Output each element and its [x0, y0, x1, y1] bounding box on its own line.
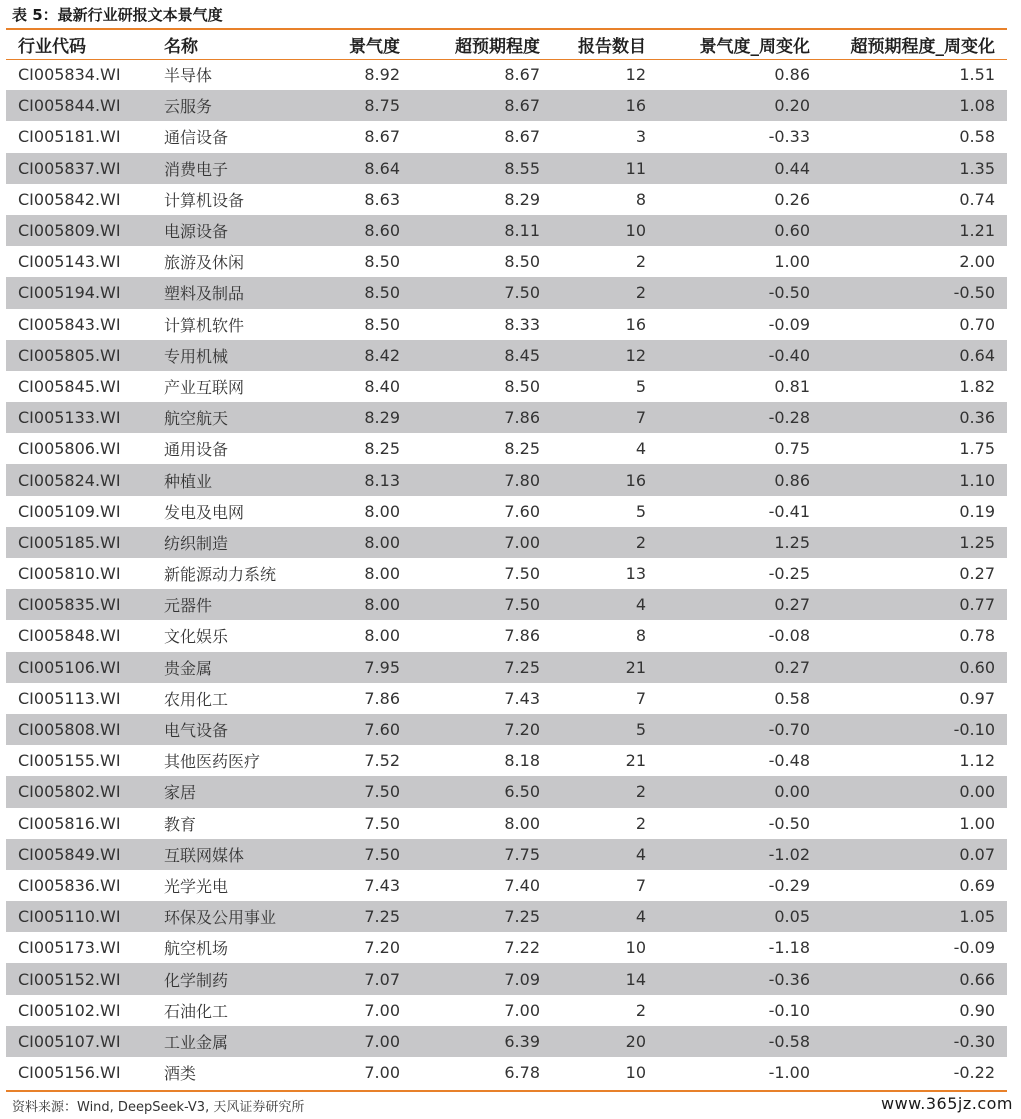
cell-code: CI005837.WI	[6, 153, 152, 184]
cell-sentiment: 8.00	[312, 589, 412, 620]
cell-surprise: 7.60	[504, 501, 540, 521]
cell-name: 家居	[152, 776, 312, 807]
cell-name: 计算机软件	[164, 315, 245, 335]
cell-sentiment: 8.50	[312, 277, 412, 308]
cell-report-count: 2	[635, 813, 646, 833]
cell-report-count: 7	[552, 402, 658, 433]
cell-surprise-change: 1.51	[959, 65, 995, 85]
cell-surprise: 7.25	[412, 901, 552, 932]
table-row	[6, 496, 1007, 527]
cell-surprise: 7.50	[412, 277, 552, 308]
table-row	[6, 995, 1007, 1026]
cell-surprise: 8.45	[412, 340, 552, 371]
cell-sentiment: 7.00	[364, 1063, 400, 1083]
table-row	[6, 870, 1007, 901]
cell-surprise-change: -0.09	[953, 938, 995, 958]
table-row	[6, 215, 1007, 246]
cell-code: CI005834.WI	[18, 65, 121, 85]
cell-surprise: 7.86	[412, 402, 552, 433]
table-row	[6, 558, 1007, 589]
table-row	[6, 340, 1007, 371]
cell-sentiment-change: -0.41	[768, 501, 810, 521]
cell-sentiment-change: -0.09	[768, 314, 810, 334]
cell-surprise-change: 1.21	[822, 215, 1007, 246]
cell-sentiment-change: -0.33	[768, 127, 810, 147]
cell-surprise-change: 0.07	[822, 839, 1007, 870]
cell-sentiment: 8.29	[312, 402, 412, 433]
cell-report-count: 2	[552, 527, 658, 558]
cell-surprise: 7.80	[412, 464, 552, 495]
cell-surprise: 8.33	[504, 314, 540, 334]
cell-report-count: 20	[552, 1026, 658, 1057]
cell-name: 化学制药	[152, 963, 312, 994]
table-row	[6, 652, 1007, 683]
cell-sentiment: 8.64	[312, 153, 412, 184]
cell-surprise: 7.22	[504, 938, 540, 958]
table-row	[6, 839, 1007, 870]
table-row	[6, 59, 1007, 90]
cell-report-count: 2	[552, 776, 658, 807]
cell-code: CI005102.WI	[18, 1000, 121, 1020]
table-row	[6, 184, 1007, 215]
cell-surprise-change: 1.08	[822, 90, 1007, 121]
cell-sentiment: 8.42	[312, 340, 412, 371]
cell-name: 通信设备	[164, 128, 229, 148]
cell-sentiment-change: -1.00	[768, 1063, 810, 1083]
cell-report-count: 4	[552, 839, 658, 870]
cell-surprise: 8.29	[504, 189, 540, 209]
cell-surprise-change: 0.77	[822, 589, 1007, 620]
cell-sentiment: 7.00	[364, 1000, 400, 1020]
cell-sentiment-change: -0.50	[658, 277, 822, 308]
cell-surprise-change: 1.82	[959, 376, 995, 396]
cell-name: 通用设备	[164, 440, 229, 460]
cell-report-count: 7	[635, 688, 646, 708]
table-row	[6, 745, 1007, 776]
cell-report-count: 12	[625, 65, 646, 85]
cell-surprise-change: 1.25	[822, 527, 1007, 558]
table-row	[6, 402, 1007, 433]
cell-sentiment: 7.60	[312, 714, 412, 745]
cell-name: 其他医药医疗	[164, 752, 261, 772]
cell-report-count: 10	[625, 938, 646, 958]
cell-report-count: 4	[635, 439, 646, 459]
table-row	[6, 153, 1007, 184]
col-header-sentiment-change: 景气度_周变化	[699, 37, 810, 57]
cell-surprise-change: 1.12	[959, 751, 995, 771]
cell-code: CI005802.WI	[6, 776, 152, 807]
cell-report-count: 7	[635, 875, 646, 895]
table-row	[6, 1057, 1007, 1088]
cell-surprise-change: 1.00	[959, 813, 995, 833]
cell-sentiment: 7.50	[364, 813, 400, 833]
cell-surprise-change: -0.50	[822, 277, 1007, 308]
cell-surprise: 8.00	[504, 813, 540, 833]
cell-surprise-change: 2.00	[959, 252, 995, 272]
table-row	[6, 90, 1007, 121]
cell-sentiment: 7.86	[364, 688, 400, 708]
cell-sentiment-change: -1.18	[768, 938, 810, 958]
cell-name: 酒类	[164, 1064, 197, 1084]
cell-sentiment-change: -0.36	[658, 963, 822, 994]
cell-sentiment: 8.92	[364, 65, 400, 85]
cell-code: CI005133.WI	[6, 402, 152, 433]
cell-name: 教育	[164, 814, 197, 834]
cell-name: 发电及电网	[164, 502, 245, 522]
cell-name: 半导体	[164, 66, 213, 86]
table-row	[6, 277, 1007, 308]
cell-report-count: 8	[635, 189, 646, 209]
cell-report-count: 16	[625, 314, 646, 334]
cell-sentiment-change: -0.25	[768, 564, 810, 584]
cell-sentiment: 7.95	[312, 652, 412, 683]
cell-name: 旅游及休闲	[164, 253, 245, 273]
table-row	[6, 121, 1007, 152]
cell-sentiment-change: 0.20	[658, 90, 822, 121]
cell-surprise-change: 0.27	[959, 564, 995, 584]
cell-code: CI005836.WI	[18, 875, 121, 895]
cell-surprise-change: 1.10	[822, 464, 1007, 495]
table-row	[6, 309, 1007, 340]
table-row	[6, 433, 1007, 464]
cell-sentiment: 7.50	[312, 776, 412, 807]
table-row	[6, 901, 1007, 932]
cell-code: CI005106.WI	[6, 652, 152, 683]
cell-sentiment-change: 0.27	[658, 652, 822, 683]
cell-name: 农用化工	[164, 689, 229, 709]
cell-code: CI005835.WI	[6, 589, 152, 620]
table-row	[6, 808, 1007, 839]
cell-report-count: 21	[625, 751, 646, 771]
cell-code: CI005143.WI	[18, 252, 121, 272]
cell-code: CI005808.WI	[6, 714, 152, 745]
cell-name: 航空机场	[164, 939, 229, 959]
cell-code: CI005842.WI	[18, 189, 121, 209]
cell-sentiment: 8.00	[364, 501, 400, 521]
cell-sentiment: 8.50	[364, 252, 400, 272]
col-header-code: 行业代码	[18, 37, 86, 57]
table-row	[6, 963, 1007, 994]
cell-surprise: 8.11	[412, 215, 552, 246]
cell-surprise-change: 0.60	[822, 652, 1007, 683]
cell-sentiment-change: 0.05	[658, 901, 822, 932]
cell-code: CI005824.WI	[6, 464, 152, 495]
cell-surprise-change: 1.05	[822, 901, 1007, 932]
cell-sentiment: 8.13	[312, 464, 412, 495]
cell-surprise-change: 0.64	[822, 340, 1007, 371]
table-row	[6, 371, 1007, 402]
cell-name: 计算机设备	[164, 190, 245, 210]
cell-sentiment: 7.52	[364, 751, 400, 771]
cell-sentiment-change: -0.40	[658, 340, 822, 371]
cell-code: CI005152.WI	[6, 963, 152, 994]
cell-report-count: 10	[625, 1063, 646, 1083]
cell-sentiment-change: -0.70	[658, 714, 822, 745]
cell-sentiment-change: -0.48	[768, 751, 810, 771]
cell-code: CI005156.WI	[18, 1063, 121, 1083]
cell-code: CI005155.WI	[18, 751, 121, 771]
cell-surprise: 6.50	[412, 776, 552, 807]
cell-code: CI005845.WI	[18, 376, 121, 396]
watermark: www.365jz.com	[880, 1094, 1013, 1113]
cell-sentiment-change: -1.02	[658, 839, 822, 870]
cell-code: CI005173.WI	[18, 938, 121, 958]
cell-surprise: 7.86	[504, 626, 540, 646]
cell-name: 文化娱乐	[164, 627, 229, 647]
cell-surprise: 8.18	[504, 751, 540, 771]
header-row	[6, 30, 1007, 59]
cell-sentiment-change: -0.29	[768, 875, 810, 895]
cell-sentiment-change: 0.44	[658, 153, 822, 184]
cell-surprise-change: -0.30	[822, 1026, 1007, 1057]
table-row	[6, 714, 1007, 745]
cell-sentiment: 8.00	[312, 527, 412, 558]
cell-name: 新能源动力系统	[164, 565, 277, 585]
cell-report-count: 16	[552, 90, 658, 121]
cell-report-count: 2	[635, 252, 646, 272]
cell-code: CI005816.WI	[18, 813, 121, 833]
col-header-name: 名称	[164, 37, 198, 57]
cell-surprise-change: 1.35	[822, 153, 1007, 184]
cell-surprise-change: 0.69	[959, 875, 995, 895]
cell-surprise: 7.43	[504, 688, 540, 708]
cell-sentiment-change: -0.50	[768, 813, 810, 833]
source-note: 资料来源：Wind, DeepSeek-V3, 天风证券研究所	[12, 1100, 305, 1115]
table-row	[6, 620, 1007, 651]
cell-sentiment-change: 0.86	[774, 65, 810, 85]
industry-table	[6, 30, 1007, 1088]
cell-code: CI005113.WI	[18, 688, 121, 708]
cell-sentiment-change: 0.86	[658, 464, 822, 495]
cell-name: 光学光电	[164, 876, 229, 896]
table-row	[6, 932, 1007, 963]
cell-sentiment-change: -0.10	[768, 1000, 810, 1020]
cell-surprise: 8.67	[412, 90, 552, 121]
cell-sentiment-change: 0.81	[774, 376, 810, 396]
cell-sentiment-change: 1.00	[774, 252, 810, 272]
cell-sentiment: 7.43	[364, 875, 400, 895]
cell-name: 航空航天	[152, 402, 312, 433]
cell-code: CI005806.WI	[18, 439, 121, 459]
table-row	[6, 683, 1007, 714]
cell-sentiment-change: -0.08	[768, 626, 810, 646]
cell-report-count: 2	[552, 277, 658, 308]
cell-surprise-change: 0.90	[959, 1000, 995, 1020]
cell-surprise: 7.25	[412, 652, 552, 683]
cell-surprise-change: 0.36	[822, 402, 1007, 433]
col-header-report-count: 报告数目	[578, 37, 646, 57]
cell-code: CI005181.WI	[18, 127, 121, 147]
cell-sentiment-change: 0.75	[774, 439, 810, 459]
cell-name: 云服务	[152, 90, 312, 121]
table-row	[6, 1026, 1007, 1057]
cell-sentiment: 7.50	[312, 839, 412, 870]
cell-report-count: 3	[635, 127, 646, 147]
cell-report-count: 4	[552, 589, 658, 620]
cell-report-count: 5	[635, 376, 646, 396]
cell-surprise-change: 0.78	[959, 626, 995, 646]
cell-surprise: 7.09	[412, 963, 552, 994]
cell-code: CI005194.WI	[6, 277, 152, 308]
cell-sentiment-change: -0.28	[658, 402, 822, 433]
cell-name: 电气设备	[152, 714, 312, 745]
cell-report-count: 4	[552, 901, 658, 932]
cell-name: 互联网媒体	[152, 839, 312, 870]
cell-code: CI005844.WI	[6, 90, 152, 121]
cell-report-count: 10	[552, 215, 658, 246]
cell-surprise: 8.50	[504, 252, 540, 272]
cell-code: CI005185.WI	[6, 527, 152, 558]
cell-name: 元器件	[152, 589, 312, 620]
col-header-sentiment: 景气度	[349, 37, 400, 57]
cell-code: CI005109.WI	[18, 501, 121, 521]
cell-surprise: 7.00	[504, 1000, 540, 1020]
cell-report-count: 13	[625, 564, 646, 584]
cell-report-count: 8	[635, 626, 646, 646]
table-row	[6, 776, 1007, 807]
cell-surprise-change: 1.75	[959, 439, 995, 459]
cell-sentiment-change: -0.58	[658, 1026, 822, 1057]
cell-report-count: 12	[552, 340, 658, 371]
cell-sentiment: 7.20	[364, 938, 400, 958]
cell-sentiment: 8.67	[364, 127, 400, 147]
cell-sentiment: 7.25	[312, 901, 412, 932]
cell-code: CI005849.WI	[6, 839, 152, 870]
cell-surprise: 8.25	[504, 439, 540, 459]
cell-surprise: 7.20	[412, 714, 552, 745]
cell-report-count: 16	[552, 464, 658, 495]
cell-surprise-change: 0.97	[959, 688, 995, 708]
cell-sentiment-change: 0.26	[774, 189, 810, 209]
cell-sentiment: 8.00	[364, 626, 400, 646]
cell-sentiment: 8.00	[364, 564, 400, 584]
cell-surprise: 7.75	[412, 839, 552, 870]
cell-report-count: 5	[635, 501, 646, 521]
cell-name: 纺织制造	[152, 527, 312, 558]
cell-surprise-change: 0.66	[822, 963, 1007, 994]
cell-name: 环保及公用事业	[152, 901, 312, 932]
cell-surprise: 7.40	[504, 875, 540, 895]
cell-name: 专用机械	[152, 340, 312, 371]
cell-code: CI005805.WI	[6, 340, 152, 371]
cell-report-count: 21	[552, 652, 658, 683]
cell-sentiment: 8.40	[364, 376, 400, 396]
cell-report-count: 2	[635, 1000, 646, 1020]
cell-sentiment: 8.25	[364, 439, 400, 459]
col-header-surprise: 超预期程度	[455, 37, 540, 57]
bottom-rule	[6, 1090, 1007, 1092]
cell-sentiment-change: 0.58	[774, 688, 810, 708]
cell-surprise-change: 0.19	[959, 501, 995, 521]
table-row	[6, 464, 1007, 495]
table-row	[6, 589, 1007, 620]
cell-code: CI005810.WI	[18, 564, 121, 584]
cell-code: CI005809.WI	[6, 215, 152, 246]
cell-code: CI005848.WI	[18, 626, 121, 646]
col-header-surprise-change: 超预期程度_周变化	[850, 37, 995, 57]
table-row	[6, 527, 1007, 558]
cell-report-count: 5	[552, 714, 658, 745]
cell-name: 工业金属	[152, 1026, 312, 1057]
cell-name: 贵金属	[152, 652, 312, 683]
table-row	[6, 246, 1007, 277]
cell-name: 石油化工	[164, 1001, 229, 1021]
cell-surprise-change: 0.74	[959, 189, 995, 209]
cell-code: CI005843.WI	[18, 314, 121, 334]
cell-surprise: 6.78	[504, 1063, 540, 1083]
cell-surprise: 7.50	[412, 589, 552, 620]
cell-surprise: 8.67	[504, 65, 540, 85]
cell-surprise: 8.67	[504, 127, 540, 147]
cell-sentiment-change: 1.25	[658, 527, 822, 558]
cell-code: CI005107.WI	[6, 1026, 152, 1057]
cell-name: 塑料及制品	[152, 277, 312, 308]
cell-sentiment-change: 0.00	[658, 776, 822, 807]
cell-surprise: 7.50	[504, 564, 540, 584]
cell-surprise: 7.00	[412, 527, 552, 558]
table-title: 表 5：最新行业研报文本景气度	[12, 6, 223, 24]
cell-sentiment-change: 0.27	[658, 589, 822, 620]
cell-name: 电源设备	[152, 215, 312, 246]
cell-sentiment: 8.63	[364, 189, 400, 209]
cell-sentiment: 7.00	[312, 1026, 412, 1057]
cell-surprise: 8.55	[412, 153, 552, 184]
cell-sentiment: 8.50	[364, 314, 400, 334]
cell-surprise: 8.50	[504, 376, 540, 396]
cell-sentiment: 8.75	[312, 90, 412, 121]
cell-surprise-change: -0.10	[822, 714, 1007, 745]
cell-surprise: 6.39	[412, 1026, 552, 1057]
cell-surprise-change: 0.70	[959, 314, 995, 334]
cell-surprise-change: 0.58	[959, 127, 995, 147]
cell-sentiment: 7.07	[312, 963, 412, 994]
cell-name: 种植业	[152, 464, 312, 495]
cell-report-count: 14	[552, 963, 658, 994]
cell-sentiment-change: 0.60	[658, 215, 822, 246]
cell-surprise-change: -0.22	[953, 1063, 995, 1083]
cell-name: 产业互联网	[164, 377, 245, 397]
cell-sentiment: 8.60	[312, 215, 412, 246]
cell-report-count: 11	[552, 153, 658, 184]
cell-name: 消费电子	[152, 153, 312, 184]
cell-code: CI005110.WI	[6, 901, 152, 932]
cell-surprise-change: 0.00	[822, 776, 1007, 807]
